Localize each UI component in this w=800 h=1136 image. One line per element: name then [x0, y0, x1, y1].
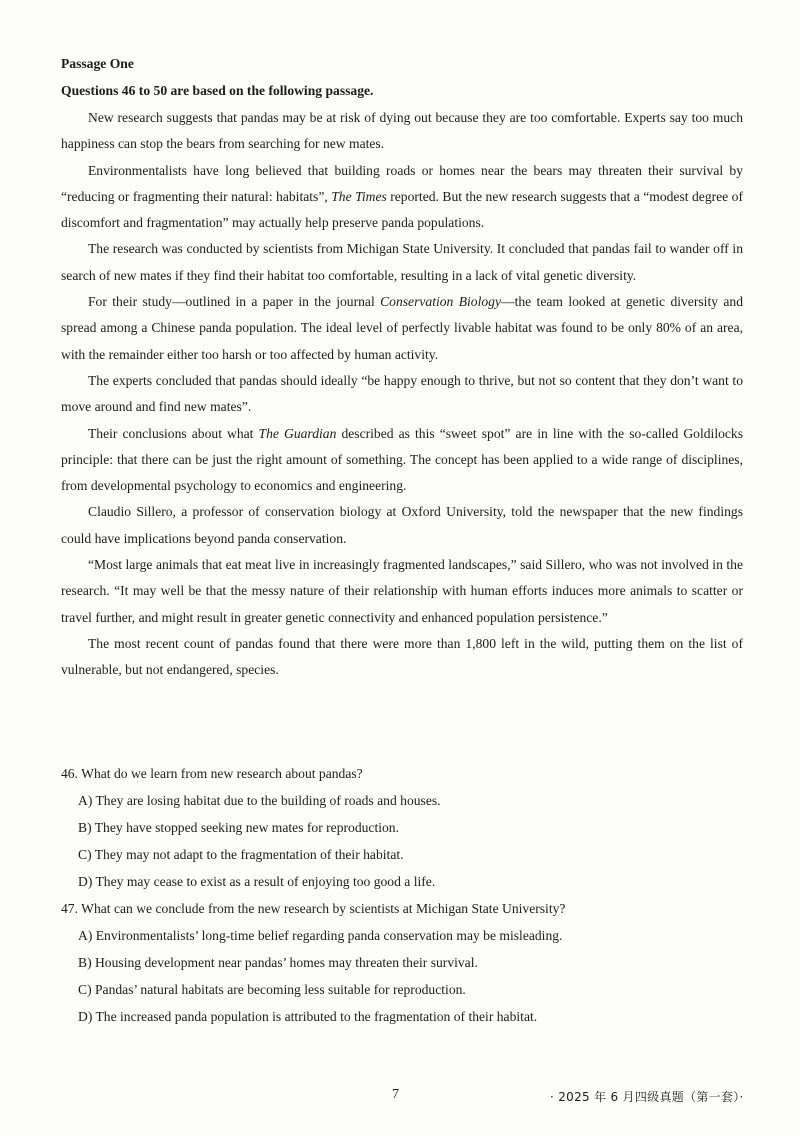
- answer-option: B) They have stopped seeking new mates for reproduction.: [78, 820, 399, 835]
- questions-section: [61, 760, 751, 1030]
- paragraph-text: Environmentalists have long believed that building roads or homes near the bears may threaten their survival by “reducing or fragmenting their natural: habitats”,: [61, 162, 743, 204]
- paragraph-text: The experts concluded that pandas should ideally “be happy enough to thrive, but not so content that they don’t want to move around and find new mates”.: [61, 372, 743, 415]
- answer-option: A) They are losing habitat due to the building of roads and houses.: [78, 793, 441, 808]
- paragraph-text: New research suggests that pandas may be at risk of dying out because they are too comfortable. Experts say too much happiness can stop the bears from searching for new mates.: [61, 110, 743, 152]
- answer-option: B) Housing development near pandas’ homes may threaten their survival.: [78, 955, 478, 970]
- passage-paragraph: [61, 105, 743, 158]
- paragraph-text: reported. But the new research suggests that a “modest degree of discomfort and fragmentation” may actually help preserve panda populations.: [61, 188, 743, 231]
- paragraph-text: “Most large animals that eat meat live in increasingly fragmented landscapes,” said Sillero, who was not involved in the research. “It may well be that the messy nature of their relationship with human efforts induces more animals to scatter or travel further, and might result in greater genetic connectivity and enhanced population persistence.”: [61, 557, 743, 625]
- passage-paragraph: [61, 158, 743, 237]
- question-stem: 46. What do we learn from new research about pandas?: [61, 766, 363, 781]
- passage-paragraph: [61, 421, 743, 500]
- question-stem: 47. What can we conclude from the new research by scientists at Michigan State University?: [61, 901, 566, 916]
- passage-paragraph: [61, 289, 743, 368]
- passage-paragraph: [61, 368, 743, 421]
- italic-title: The Guardian: [258, 425, 337, 441]
- italic-title: Conservation Biology: [380, 294, 501, 310]
- passage-paragraph: [61, 552, 743, 631]
- answer-option: D) The increased panda population is attributed to the fragmentation of their habitat.: [78, 1009, 538, 1024]
- italic-title: The Times: [331, 188, 387, 204]
- paragraph-text: The research was conducted by scientists from Michigan State University. It concluded that pandas fail to wander off in search of new mates if they find their habitat too comfortable, resulting in a lack of vital genetic diversity.: [61, 241, 743, 283]
- page-number: 7: [392, 1087, 399, 1102]
- paragraph-text: described as this “sweet spot” are in line with the so-called Goldilocks principle: that there can be just the right amount of something. The concept has been applied to a wide range of disciplines, from developmental psychology to economics and engineering.: [61, 425, 744, 494]
- passage-paragraph: [61, 631, 743, 684]
- exam-label: · 2025 年 6 月四级真题（第一套）·: [550, 1090, 744, 1104]
- answer-option: D) They may cease to exist as a result of enjoying too good a life.: [78, 874, 436, 889]
- answer-option: A) Environmentalists’ long-time belief regarding panda conservation may be misleading.: [78, 928, 563, 943]
- paragraph-text: Their conclusions about what: [88, 425, 259, 441]
- passage-title: Passage One: [61, 56, 134, 71]
- paragraph-text: Claudio Sillero, a professor of conservation biology at Oxford University, told the newspaper that the new findings could have implications beyond panda conservation.: [61, 504, 743, 546]
- answer-option: C) Pandas’ natural habitats are becoming less suitable for reproduction.: [78, 982, 466, 997]
- passage-paragraph: [61, 236, 743, 289]
- passage-body: [61, 105, 743, 684]
- paragraph-text: For their study—outlined in a paper in the journal: [88, 294, 381, 310]
- passage-paragraph: [61, 499, 743, 552]
- paragraph-text: —the team looked at genetic diversity and spread among a Chinese panda population. The ideal level of perfectly livable habitat was found to be only 80% of an area, with the remainder either too harsh or too affected by human activity.: [61, 294, 743, 362]
- answer-option: C) They may not adapt to the fragmentation of their habitat.: [78, 847, 404, 862]
- paragraph-text: The most recent count of pandas found that there were more than 1,800 left in the wild, putting them on the list of vulnerable, but not endangered, species.: [61, 635, 743, 678]
- passage-section: [61, 54, 743, 684]
- passage-instruction: Questions 46 to 50 are based on the following passage.: [61, 83, 374, 98]
